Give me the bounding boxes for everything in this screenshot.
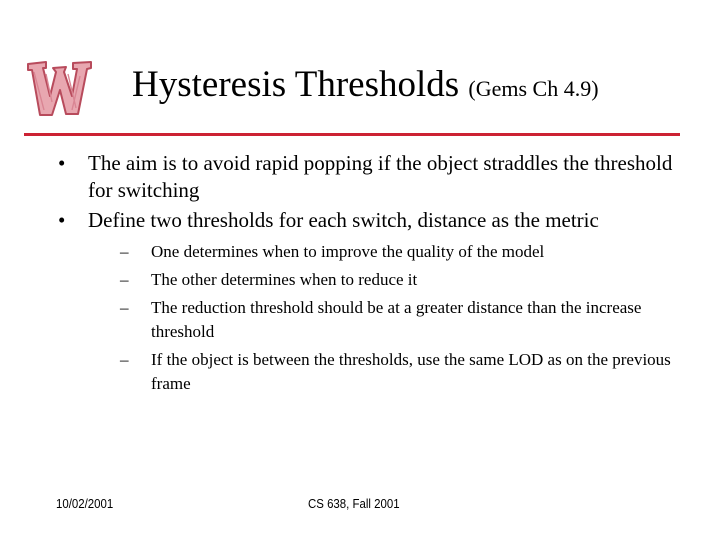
wisconsin-w-logo-icon	[22, 52, 96, 124]
bullet-list	[56, 150, 696, 396]
sub-bullet-marker: –	[120, 350, 129, 369]
sub-bullet-text: If the object is between the thresholds, use the same LOD as on the previous frame	[151, 350, 671, 393]
slide-title	[132, 66, 599, 103]
bullet-item	[56, 150, 696, 204]
footer-course: CS 638, Fall 2001	[308, 496, 400, 511]
sub-bullet-marker: –	[120, 242, 129, 261]
footer-date: 10/02/2001	[56, 496, 114, 511]
sub-bullet-marker: –	[120, 298, 129, 317]
bullet-item	[56, 207, 696, 396]
sub-bullet-text: The other determines when to reduce it	[151, 270, 418, 289]
slide-title-main: Hysteresis Thresholds	[132, 64, 460, 105]
sub-bullet-item	[120, 240, 696, 264]
sub-bullet-item	[120, 296, 696, 344]
title-divider	[24, 133, 680, 136]
slide-body	[56, 150, 696, 400]
bullet-marker: •	[58, 151, 66, 175]
sub-bullet-item	[120, 348, 696, 396]
sub-bullet-text: One determines when to improve the quality of the model	[151, 242, 545, 261]
bullet-text: The aim is to avoid rapid popping if the object straddles the threshold for switching	[88, 151, 673, 202]
bullet-text: Define two thresholds for each switch, distance as the metric	[88, 208, 599, 232]
sub-bullet-text: The reduction threshold should be at a greater distance than the increase threshold	[151, 298, 642, 341]
sub-bullet-list	[88, 240, 696, 396]
sub-bullet-item	[120, 268, 696, 292]
bullet-marker: •	[58, 208, 66, 232]
sub-bullet-marker: –	[120, 270, 129, 289]
slide-title-reference: (Gems Ch 4.9)	[468, 76, 599, 101]
